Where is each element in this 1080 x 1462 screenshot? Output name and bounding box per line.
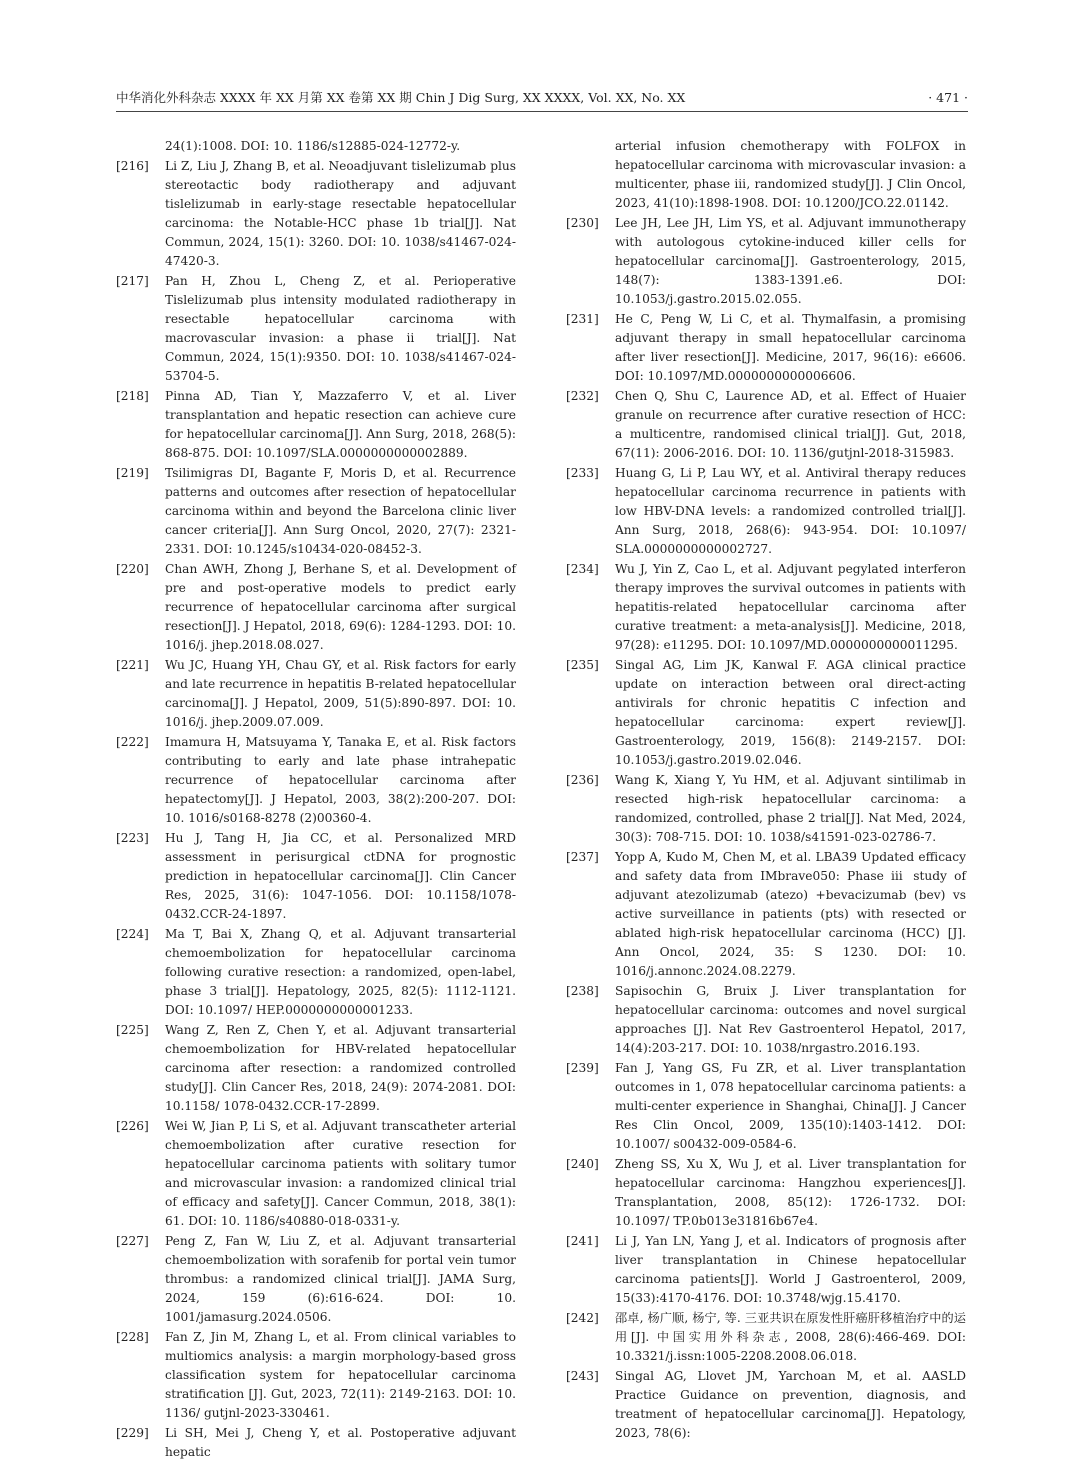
reference-text: Pinna AD, Tian Y, Mazzaferro V, et al. Liver transplantation and hepatic resection can achieve cure for hepatocellular carcinoma[J]. Ann Surg, 2018, 268(5): 868-875. DOI: 10.1097/SLA.0000000000002889. (165, 389, 516, 460)
reference-text: Li Z, Liu J, Zhang B, et al. Neoadjuvant tislelizumab plus stereotactic body radiotherapy and adjuvant tislelizumab in early-stage resectable hepatocellular carcinoma: the Notable-HCC phase 1b trial[J]. Nat Commun, 2024, 15(1): 3260. DOI: 10. 1038/s41467-024-47420-3. (165, 159, 516, 268)
reference-text: Lee JH, Lee JH, Lim YS, et al. Adjuvant immunotherapy with autologous cytokine-induced killer cells for hepatocellular carcinoma[J]. Gastroenterology, 2015, 148(7): 1383-1391.e6. DOI: 10.1053/j.gastro.2015.02.055. (615, 216, 966, 306)
reference-number: [241] (566, 1234, 599, 1248)
reference-text: Chen Q, Shu C, Laurence AD, et al. Effect of Huaier granule on recurrence after curative resection of HCC: a multicentre, randomised clinical trial[J]. Gut, 2018, 67(11): 2006-2016. DOI: 10. 1136/gutjnl-2018-315983. (615, 389, 966, 460)
reference-number: [232] (566, 389, 599, 403)
reference-number: [242] (566, 1311, 599, 1325)
reference-text: Fan J, Yang GS, Fu ZR, et al. Liver transplantation outcomes in 1, 078 hepatocellular carcinoma patients: a multi-center experience in Shanghai, China[J]. J Cancer Res Clin Oncol, 2009, 135(10):1403-1412. DOI: 10.1007/ s00432-009-0584-6. (615, 1061, 966, 1151)
reference-number: [219] (116, 466, 149, 480)
reference-number: [236] (566, 773, 599, 787)
reference-text: arterial infusion chemotherapy with FOLFOX in hepatocellular carcinoma with microvascular invasion: a multicenter, phase ⅲ, randomized study[J]. J Clin Oncol, 2023, 41(10):1898-1908. DOI: 10.1200/JCO.22.01142. (615, 139, 966, 210)
reference-entry (566, 771, 966, 847)
reference-entry (116, 272, 516, 386)
reference-entry (566, 387, 966, 463)
reference-text: Peng Z, Fan W, Liu Z, et al. Adjuvant transarterial chemoembolization with sorafenib for portal vein tumor thrombus: a randomized clinical trial[J]. JAMA Surg, 2024, 159 (6):616-624. DOI: 10. 1001/jamasurg.2024.0506. (165, 1234, 516, 1324)
reference-entry (566, 137, 966, 213)
reference-number: [228] (116, 1330, 149, 1344)
reference-number: [238] (566, 984, 599, 998)
reference-text: Zheng SS, Xu X, Wu J, et al. Liver transplantation for hepatocellular carcinoma: Hangzhou experiences[J]. Transplantation, 2008, 85(12): 1726-1732. DOI: 10.1097/ TP.0b013e31816b67e4. (615, 1157, 966, 1228)
reference-entry (116, 829, 516, 924)
reference-text: Hu J, Tang H, Jia CC, et al. Personalized MRD assessment in perisurgical ctDNA for prognostic prediction in hepatocellular carcinoma[J]. Clin Cancer Res, 2025, 31(6): 1047-1056. DOI: 10.1158/1078-0432.CCR-24-1897. (165, 831, 516, 921)
reference-entry (566, 214, 966, 309)
reference-entry (116, 656, 516, 732)
running-header (116, 87, 968, 109)
reference-number: [224] (116, 927, 149, 941)
reference-text: Tsilimigras DI, Bagante F, Moris D, et al. Recurrence patterns and outcomes after resection of hepatocellular carcinoma within and beyond the Barcelona clinic liver cancer criteria[J]. Ann Surg Oncol, 2020, 27(7): 2321-2331. DOI: 10.1245/s10434-020-08452-3. (165, 466, 516, 556)
reference-entry (566, 656, 966, 770)
left-reference-column (116, 137, 516, 1462)
reference-entry (566, 1232, 966, 1308)
reference-text: Sapisochin G, Bruix J. Liver transplantation for hepatocellular carcinoma: outcomes and novel surgical approaches [J]. Nat Rev Gastroenterol Hepatol, 2017, 14(4):203-217. DOI: 10. 1038/nrgastro.2016.193. (615, 984, 966, 1055)
reference-entry (116, 157, 516, 271)
reference-number: [217] (116, 274, 149, 288)
reference-number: [239] (566, 1061, 599, 1075)
header-rule (116, 111, 968, 112)
reference-text: 24(1):1008. DOI: 10. 1186/s12885-024-12772-y. (165, 139, 461, 153)
reference-entry (566, 560, 966, 655)
reference-number: [230] (566, 216, 599, 230)
reference-number: [235] (566, 658, 599, 672)
reference-text: Fan Z, Jin M, Zhang L, et al. From clinical variables to multiomics analysis: a margin morphology-based gross classification system for hepatocellular carcinoma stratification [J]. Gut, 2023, 72(11): 2149-2163. DOI: 10. 1136/ gutjnl-2023-330461. (165, 1330, 516, 1420)
reference-number: [216] (116, 159, 149, 173)
reference-number: [233] (566, 466, 599, 480)
reference-entry (116, 1117, 516, 1231)
reference-text: Yopp A, Kudo M, Chen M, et al. LBA39 Updated efficacy and safety data from IMbrave050: Phase ⅲ study of adjuvant atezolizumab (atezo) +bevacizumab (bev) vs active surveillance in patients (pts) with resected or ablated high-risk hepatocellular carcinoma (HCC) [J]. Ann Oncol, 2024, 35: S 1230. DOI: 10. 1016/j.annonc.2024.08.2279. (615, 850, 966, 978)
reference-number: [229] (116, 1426, 149, 1440)
reference-entry (566, 1367, 966, 1443)
reference-number: [227] (116, 1234, 149, 1248)
reference-entry (116, 925, 516, 1020)
reference-number: [221] (116, 658, 149, 672)
reference-number: [231] (566, 312, 599, 326)
reference-number: [220] (116, 562, 149, 576)
reference-number: [218] (116, 389, 149, 403)
reference-number: [226] (116, 1119, 149, 1133)
reference-number: [234] (566, 562, 599, 576)
reference-text: Li J, Yan LN, Yang J, et al. Indicators of prognosis after liver transplantation in Chinese hepatocellular carcinoma patients[J]. World J Gastroenterol, 2009, 15(33):4170-4176. DOI: 10.3748/wjg.15.4170. (615, 1234, 966, 1305)
reference-number: [240] (566, 1157, 599, 1171)
reference-entry (566, 1309, 966, 1366)
reference-entry (566, 982, 966, 1058)
reference-text: 邵卓, 杨广顺, 杨宁, 等. 三亚共识在原发性肝癌肝移植治疗中的运用[J]. 中国实用外科杂志, 2008, 28(6):466-469. DOI: 10.3321/j.issn:1005-2208.2008.06.018. (615, 1311, 966, 1363)
reference-entry (116, 1021, 516, 1116)
right-reference-column (566, 137, 966, 1443)
reference-text: Singal AG, Llovet JM, Yarchoan M, et al. AASLD Practice Guidance on prevention, diagnosis, and treatment of hepatocellular carcinoma[J]. Hepatology, 2023, 78(6): (615, 1369, 966, 1440)
reference-text: Singal AG, Lim JK, Kanwal F. AGA clinical practice update on interaction between oral direct-acting antivirals for chronic hepatitis C infection and hepatocellular carcinoma: expert review[J]. Gastroenterology, 2019, 156(8): 2149-2157. DOI: 10.1053/j.gastro.2019.02.046. (615, 658, 966, 767)
reference-text: Wang K, Xiang Y, Yu HM, et al. Adjuvant sintilimab in resected high-risk hepatocellular carcinoma: a randomized, controlled, phase 2 trial[J]. Nat Med, 2024, 30(3): 708-715. DOI: 10. 1038/s41591-023-02786-7. (615, 773, 966, 844)
reference-text: Wang Z, Ren Z, Chen Y, et al. Adjuvant transarterial chemoembolization for HBV-related hepatocellular carcinoma after resection: a randomized controlled study[J]. Clin Cancer Res, 2018, 24(9): 2074-2081. DOI: 10.1158/ 1078-0432.CCR-17-2899. (165, 1023, 516, 1113)
reference-number: [222] (116, 735, 149, 749)
reference-text: Pan H, Zhou L, Cheng Z, et al. Perioperative Tislelizumab plus intensity modulated radiotherapy in resectable hepatocellular carcinoma with macrovascular invasion: a phase ⅱ trial[J]. Nat Commun, 2024, 15(1):9350. DOI: 10. 1038/s41467-024-53704-5. (165, 274, 516, 383)
reference-text: Wu J, Yin Z, Cao L, et al. Adjuvant pegylated interferon therapy improves the survival outcomes in patients with hepatitis-related hepatocellular carcinoma after curative treatment: a meta-analysis[J]. Medicine, 2018, 97(28): e11295. DOI: 10.1097/MD.0000000000011295. (615, 562, 966, 652)
page-number: · 471 · (928, 90, 968, 105)
journal-title: 中华消化外科杂志 XXXX 年 XX 月第 XX 卷第 XX 期 Chin J Dig Surg, XX XXXX, Vol. XX, No. XX (116, 90, 686, 105)
reference-number: [243] (566, 1369, 599, 1383)
reference-entry (116, 733, 516, 828)
reference-number: [223] (116, 831, 149, 845)
reference-entry (116, 137, 516, 156)
reference-entry (116, 560, 516, 655)
reference-text: Wei W, Jian P, Li S, et al. Adjuvant transcatheter arterial chemoembolization after curative resection for hepatocellular carcinoma patients with solitary tumor and microvascular invasion: a randomized clinical trial of efficacy and safety[J]. Cancer Commun, 2018, 38(1): 61. DOI: 10. 1186/s40880-018-0331-y. (165, 1119, 516, 1228)
reference-text: He C, Peng W, Li C, et al. Thymalfasin, a promising adjuvant therapy in small hepatocellular carcinoma after liver resection[J]. Medicine, 2017, 96(16): e6606. DOI: 10.1097/MD.0000000000006606. (615, 312, 966, 383)
reference-entry (566, 1059, 966, 1154)
reference-entry (116, 1424, 516, 1462)
reference-entry (116, 464, 516, 559)
reference-text: Chan AWH, Zhong J, Berhane S, et al. Development of pre and post-operative models to predict early recurrence of hepatocellular carcinoma after surgical resection[J]. J Hepatol, 2018, 69(6): 1284-1293. DOI: 10. 1016/j. jhep.2018.08.027. (165, 562, 516, 652)
reference-entry (566, 848, 966, 981)
reference-entry (566, 310, 966, 386)
reference-text: Li SH, Mei J, Cheng Y, et al. Postoperative adjuvant hepatic (165, 1426, 516, 1459)
reference-text: Ma T, Bai X, Zhang Q, et al. Adjuvant transarterial chemoembolization for hepatocellular carcinoma following curative resection: a randomized, open-label, phase 3 trial[J]. Hepatology, 2025, 82(5): 1112-1121. DOI: 10.1097/ HEP.0000000000001233. (165, 927, 516, 1017)
reference-entry (566, 464, 966, 559)
reference-entry (566, 1155, 966, 1231)
reference-number: [237] (566, 850, 599, 864)
reference-entry (116, 1232, 516, 1327)
reference-entry (116, 1328, 516, 1423)
reference-text: Wu JC, Huang YH, Chau GY, et al. Risk factors for early and late recurrence in hepatitis B-related hepatocellular carcinoma[J]. J Hepatol, 2009, 51(5):890-897. DOI: 10. 1016/j. jhep.2009.07.009. (165, 658, 516, 729)
reference-number: [225] (116, 1023, 149, 1037)
reference-text: Huang G, Li P, Lau WY, et al. Antiviral therapy reduces hepatocellular carcinoma recurrence in patients with low HBV-DNA levels: a randomized controlled trial[J]. Ann Surg, 2018, 268(6): 943-954. DOI: 10.1097/ SLA.0000000000002727. (615, 466, 966, 556)
reference-entry (116, 387, 516, 463)
reference-text: Imamura H, Matsuyama Y, Tanaka E, et al. Risk factors contributing to early and late phase intrahepatic recurrence of hepatocellular carcinoma after hepatectomy[J]. J Hepatol, 2003, 38(2):200-207. DOI: 10. 1016/s0168-8278 (2)00360-4. (165, 735, 516, 825)
